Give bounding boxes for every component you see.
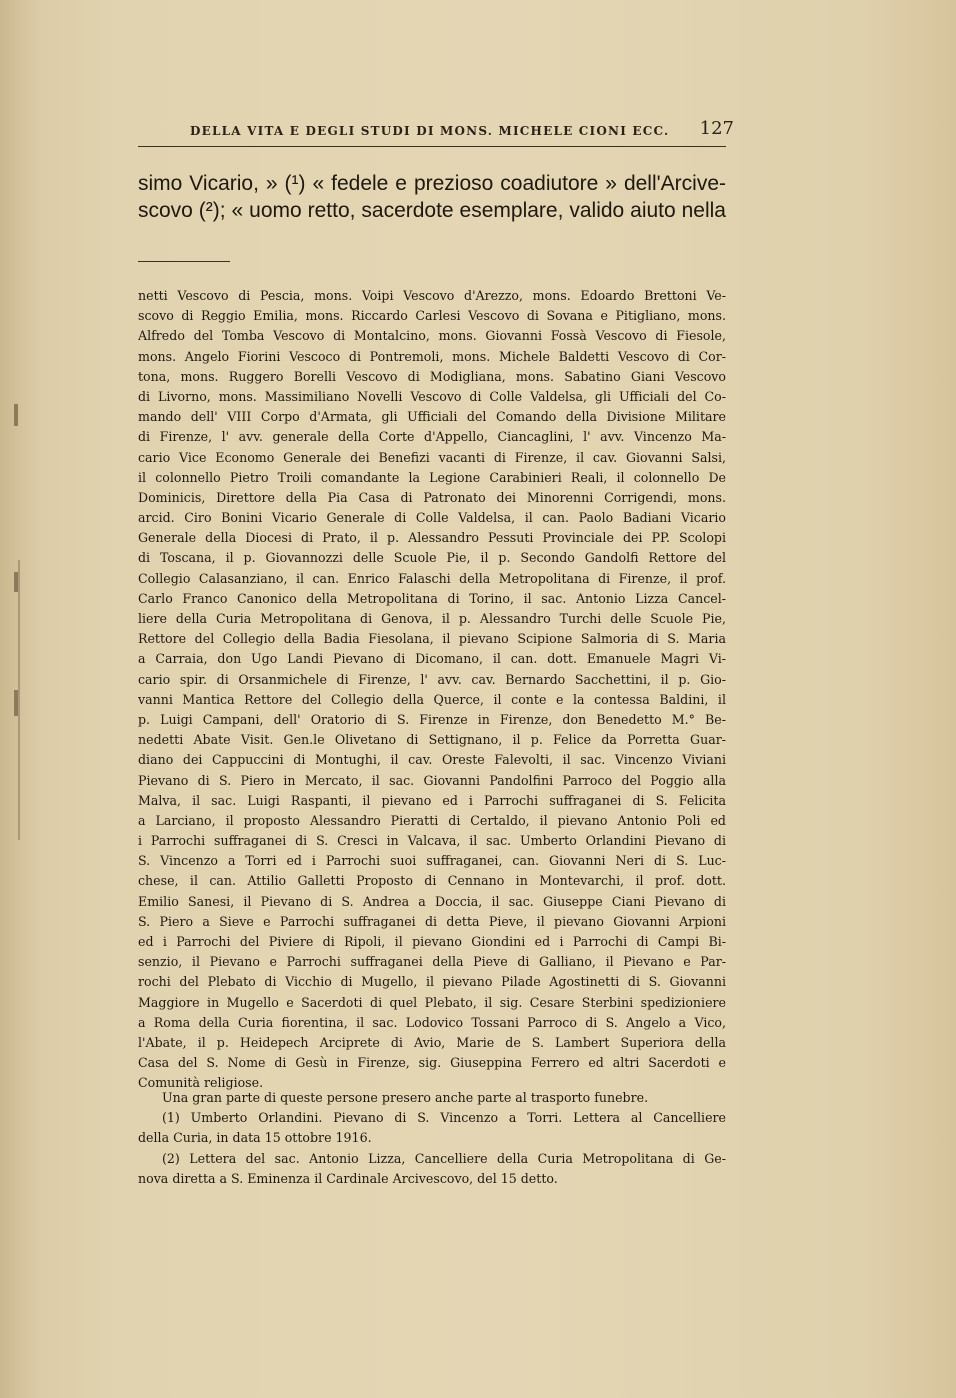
body-line: Comunità religiose. (138, 1075, 264, 1091)
body-line: p. Luigi Campani, dell' Oratorio di S. Firenze in Firenze, don Benedetto M.° Be- (138, 711, 726, 727)
body-line: di Toscana, il p. Giovannozzi delle Scuole Pie, il p. Secondo Gandolfi Rettore del (138, 550, 726, 566)
running-header (138, 118, 734, 144)
lead-paragraph (138, 170, 726, 224)
body-line: Malva, il sac. Luigi Raspanti, il pievano ed i Parrochi suffraganei di S. Felicita (138, 792, 726, 808)
body-line: Alfredo del Tomba Vescovo di Montalcino, mons. Giovanni Fossà Vescovo di Fiesole, (138, 328, 726, 344)
lead-line: simo Vicario, » (¹) « fedele e prezioso coadiutore » dell'Arcive- (138, 172, 726, 195)
body-line: a Carraia, don Ugo Landi Pievano di Dicomano, il can. dott. Emanuele Magri Vi- (138, 651, 726, 667)
body-line: chese, il can. Attilio Galletti Proposto di Cennano in Montevarchi, il prof. dott. (138, 873, 726, 889)
body-line: netti Vescovo di Pescia, mons. Voipi Vescovo d'Arezzo, mons. Edoardo Brettoni Ve- (138, 288, 726, 303)
body-line: il colonnello Pietro Troili comandante la Legione Carabinieri Reali, il colonnello De (138, 469, 726, 485)
body-line: diano dei Cappuccini di Montughi, il cav. Oreste Falevolti, il sac. Vincenzo Viviani (138, 752, 726, 768)
body-line: l'Abate, il p. Heidepech Arciprete di Avio, Marie de S. Lambert Superiora della (138, 1034, 726, 1050)
body-line: scovo di Reggio Emilia, mons. Riccardo Carlesi Vescovo di Sovana e Pitigliano, mons. (138, 308, 726, 324)
running-title: DELLA VITA E DEGLI STUDI DI MONS. MICHELE CIONI ECC. (190, 124, 670, 138)
note-line: nova diretta a S. Eminenza il Cardinale Arcivescovo, del 15 detto. (138, 1170, 558, 1186)
header-rule (138, 146, 726, 147)
body-line: di Livorno, mons. Massimiliano Novelli Vescovo di Colle Valdelsa, gli Ufficiali del Co- (138, 388, 726, 404)
body-line: Carlo Franco Canonico della Metropolitana di Torino, il sac. Antonio Lizza Cancel- (138, 590, 726, 606)
body-line: Emilio Sanesi, il Pievano di S. Andrea a Doccia, il sac. Giuseppe Ciani Pievano di (138, 893, 726, 909)
note-line: Una gran parte di queste persone presero anche parte al trasporto funebre. (162, 1090, 649, 1105)
body-line: ed i Parrochi del Piviere di Ripoli, il pievano Giondini ed i Parrochi di Campi Bi- (138, 934, 726, 949)
note-line: (2) Lettera del sac. Antonio Lizza, Cancelliere della Curia Metropolitana di Ge- (162, 1150, 726, 1166)
footnote-body (138, 286, 726, 1094)
body-line: S. Vincenzo a Torri ed i Parrochi suoi suffraganei, can. Giovanni Neri di S. Luc- (138, 853, 726, 869)
body-line: mando dell' VIII Corpo d'Armata, gli Ufficiali del Comando della Divisione Militare (138, 409, 726, 425)
body-line: Generale della Diocesi di Prato, il p. Alessandro Pessuti Provinciale dei PP. Scolopi (138, 530, 726, 546)
page-edge-mark (14, 404, 18, 426)
page-edge-line (18, 560, 20, 840)
lead-line: scovo (²); « uomo retto, sacerdote esemplare, valido aiuto nella (138, 199, 726, 222)
note-line: (1) Umberto Orlandini. Pievano di S. Vincenzo a Torri. Lettera al Cancelliere (162, 1110, 726, 1126)
body-line: cario Vice Economo Generale dei Benefizi vacanti di Firenze, il cav. Giovanni Salsi, (138, 449, 726, 465)
body-line: a Larciano, il proposto Alessandro Pieratti di Certaldo, il pievano Antonio Poli ed (138, 812, 726, 828)
page-edge-mark (14, 572, 18, 592)
body-line: rochi del Plebato di Vicchio di Mugello, il pievano Pilade Agostinetti di S. Giovanni (138, 974, 726, 990)
body-line: tona, mons. Ruggero Borelli Vescovo di Modigliana, mons. Sabatino Giani Vescovo (138, 368, 726, 384)
body-line: liere della Curia Metropolitana di Genova, il p. Alessandro Turchi delle Scuole Pie, (138, 611, 726, 626)
body-line: vanni Mantica Rettore del Collegio della Querce, il conte e la contessa Baldini, il (138, 691, 726, 707)
page-edge-mark (14, 690, 18, 716)
body-line: Casa del S. Nome di Gesù in Firenze, sig. Giuseppina Ferrero ed altri Sacerdoti e (138, 1055, 726, 1071)
body-line: nedetti Abate Visit. Gen.le Olivetano di Settignano, il p. Felice da Porretta Guar- (138, 732, 726, 748)
body-line: mons. Angelo Fiorini Vescoco di Pontremoli, mons. Michele Baldetti Vescovo di Cor- (138, 348, 726, 364)
body-line: Dominicis, Direttore della Pia Casa di Patronato dei Minorenni Corrigendi, mons. (138, 489, 726, 505)
note-line: della Curia, in data 15 ottobre 1916. (138, 1130, 372, 1146)
body-line: Rettore del Collegio della Badia Fiesolana, il pievano Scipione Salmoria di S. Maria (138, 631, 726, 647)
body-line: S. Piero a Sieve e Parrochi suffraganei di detta Pieve, il pievano Giovanni Arpioni (138, 913, 726, 929)
body-line: arcid. Ciro Bonini Vicario Generale di Colle Valdelsa, il can. Paolo Badiani Vicario (138, 510, 726, 526)
page-number: 127 (699, 118, 734, 139)
body-line: di Firenze, l' avv. generale della Corte d'Appello, Ciancaglini, l' avv. Vincenzo Ma- (138, 429, 726, 445)
footnote-rule (138, 261, 230, 262)
body-line: senzio, il Pievano e Parrochi suffraganei della Pieve di Galliano, il Pievano e Par- (138, 954, 726, 970)
body-line: a Roma della Curia fiorentina, il sac. Lodovico Tossani Parroco di S. Angelo a Vico, (138, 1014, 726, 1030)
body-line: Collegio Calasanziano, il can. Enrico Falaschi della Metropolitana di Firenze, il prof. (138, 570, 726, 586)
body-line: i Parrochi suffraganei di S. Cresci in Valcava, il sac. Umberto Orlandini Pievano di (138, 833, 726, 849)
body-line: cario spir. di Orsanmichele di Firenze, l' avv. cav. Bernardo Sacchettini, il p. Gio- (138, 671, 726, 687)
footnotes (138, 1088, 726, 1189)
body-line: Maggiore in Mugello e Sacerdoti di quel Plebato, il sig. Cesare Sterbini spedizioniere (138, 994, 726, 1010)
body-line: Pievano di S. Piero in Mercato, il sac. Giovanni Pandolfini Parroco del Poggio alla (138, 772, 726, 788)
